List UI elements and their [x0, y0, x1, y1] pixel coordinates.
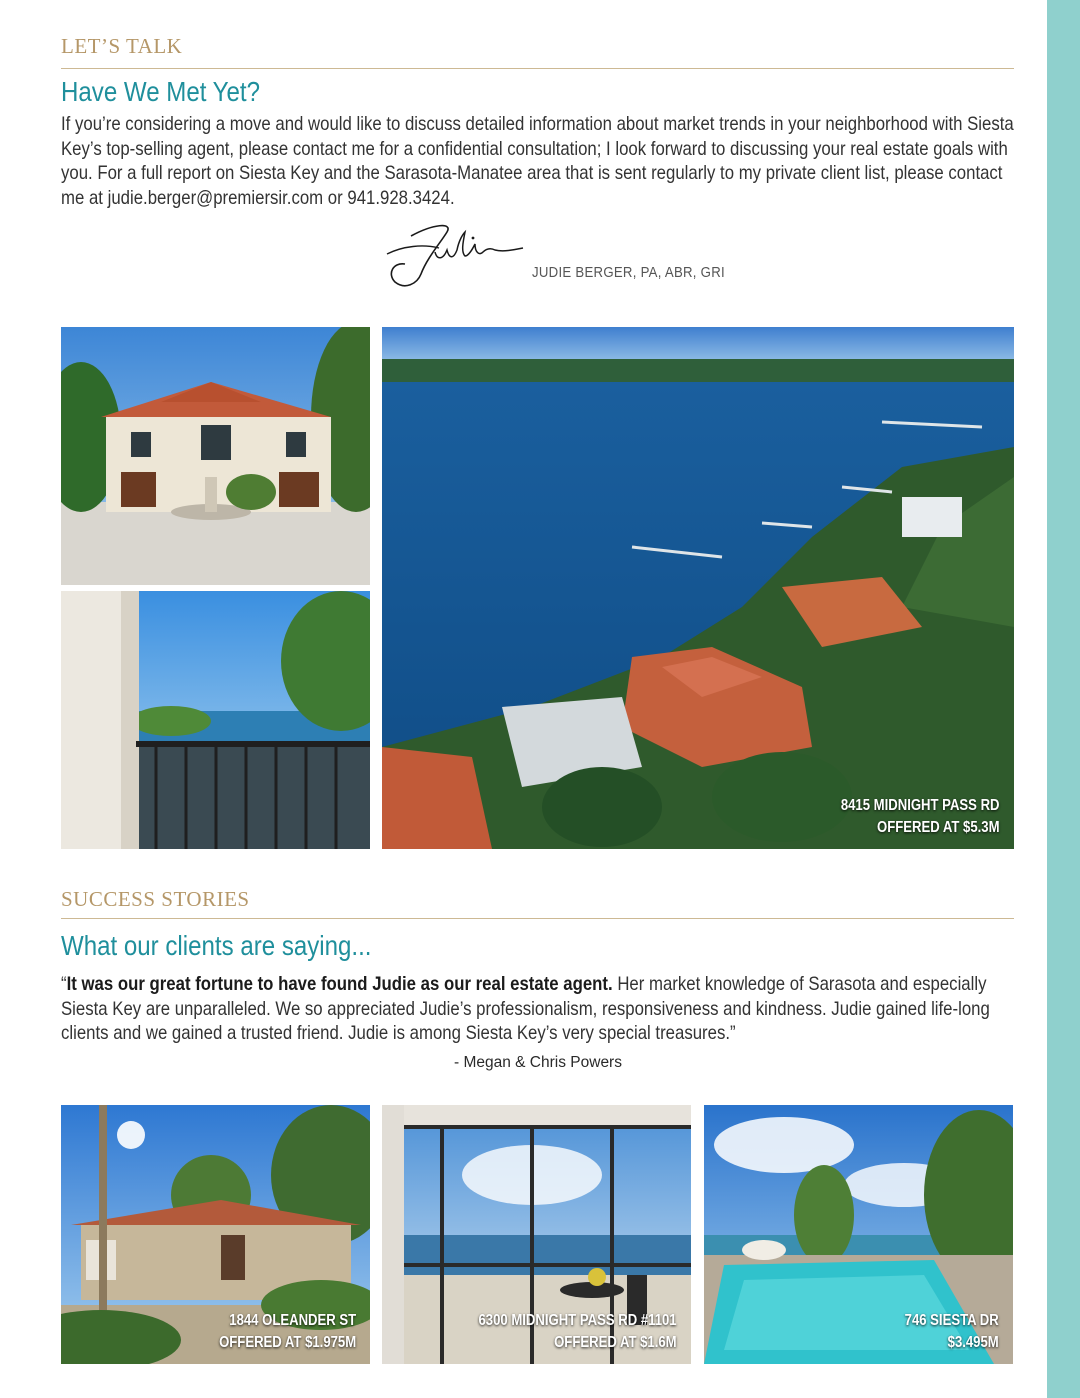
listing-caption-siesta-dr [905, 1310, 999, 1354]
featured-caption [841, 795, 1000, 839]
success-stories-label: SUCCESS STORIES [61, 887, 250, 911]
quote-open-mark: “ [61, 973, 67, 995]
listing-caption-oleander [219, 1310, 356, 1354]
listing-photo-midnight-pass [382, 1105, 691, 1364]
success-stories-divider [61, 918, 1014, 919]
listing-caption-midnight-pass [479, 1310, 677, 1354]
photo-villa-front [61, 327, 370, 585]
lets-talk-body: If you’re considering a move and would like to discuss detailed information about market trends in your neighborhood with Siesta Key’s top-selling agent, please contact me for a confidential consultation; I look forward to discussing your real estate goals with you. For a full report on Siesta Key and the Sarasota-Manatee area that is sent regularly to my private client list, please contact me at judie.berger@premiersir.com or 941.928.3424. [61, 113, 1014, 209]
listing-price: OFFERED AT $1.975M [218, 1334, 356, 1351]
photo-balcony-view [61, 591, 370, 849]
listing-photo-oleander [61, 1105, 370, 1364]
lets-talk-divider [61, 68, 1014, 69]
listing-address: 6300 MIDNIGHT PASS RD #1101 [478, 1312, 677, 1329]
featured-price: OFFERED AT $5.3M [877, 819, 1000, 836]
listing-photo-siesta-dr [704, 1105, 1013, 1364]
listing-price: OFFERED AT $1.6M [554, 1334, 677, 1351]
testimonial-attribution: - Megan & Chris Powers [454, 1054, 622, 1071]
lets-talk-heading: Have We Met Yet? [61, 76, 261, 107]
signature-name: JUDIE BERGER, PA, ABR, GRI [532, 264, 725, 281]
featured-address: 8415 MIDNIGHT PASS RD [841, 797, 1000, 814]
photo-aerial-featured [382, 327, 1014, 849]
listing-price: $3.495M [947, 1334, 999, 1351]
side-accent-bar [1047, 0, 1080, 1398]
signature-graphic [383, 218, 528, 296]
listing-address: 1844 OLEANDER ST [229, 1312, 356, 1329]
quote-highlight: It was our great fortune to have found Judie as our real estate agent. [66, 973, 613, 995]
listing-address: 746 SIESTA DR [904, 1312, 999, 1329]
success-stories-heading: What our clients are saying... [61, 930, 372, 961]
quote-body: Her market knowledge of Sarasota and especially Siesta Key are unparalleled. We so appreciated Judie’s professionalism, responsiveness and kindness. Judie gained life-long clients and we gained a trusted friend. Judie is among Siesta Key’s very special treasures.” [61, 973, 990, 1045]
lets-talk-label: LET’S TALK [61, 34, 183, 58]
testimonial-quote [61, 972, 1016, 1046]
